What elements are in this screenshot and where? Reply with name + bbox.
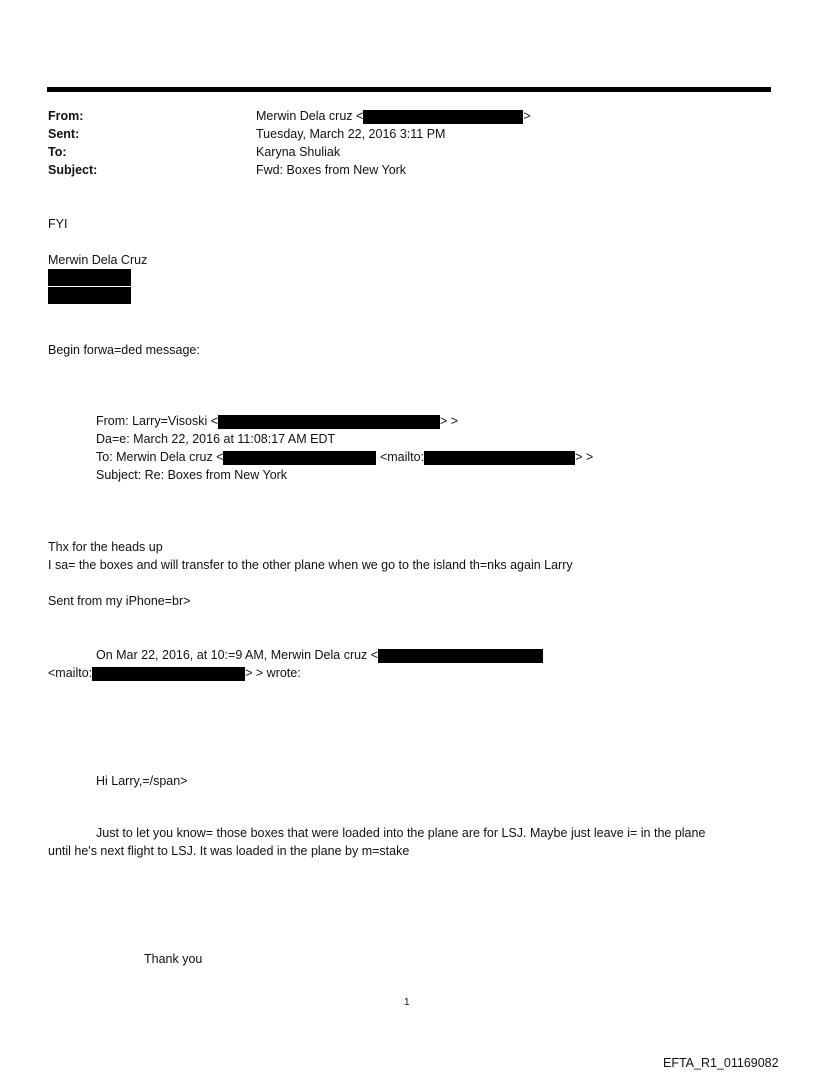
sent-value: Tuesday, March 22, 2016 3:11 PM — [256, 127, 446, 141]
redaction-box — [424, 451, 575, 465]
document-id: EFTA_R1_01169082 — [663, 1056, 779, 1070]
quoted-paragraph-line-1: Just to let you know= those boxes that were loaded into the plane are for LSJ. Maybe just leave i= in the plane — [96, 826, 706, 840]
quoted-mailto-line — [48, 666, 301, 681]
forwarded-to-line — [96, 450, 593, 465]
from-close: > — [523, 109, 531, 123]
quoted-greeting: Hi Larry,=/span> — [96, 774, 188, 788]
forwarded-date-line: Da=e: March 22, 2016 at 11:08:17 AM EDT — [96, 432, 336, 446]
redaction-box — [378, 649, 543, 663]
forwarded-subject-line: Subject: Re: Boxes from New York — [96, 468, 288, 482]
quoted-on-line — [96, 648, 543, 663]
quoted-thanks: Thank you — [144, 952, 203, 966]
quoted-mailto-text: <mailto: — [48, 666, 93, 680]
forwarded-to-text: To: Merwin Dela cruz < — [96, 450, 224, 464]
redaction-box — [363, 110, 523, 124]
forwarded-from-line — [96, 414, 458, 429]
redaction-box — [48, 269, 131, 286]
header-rule — [47, 87, 771, 92]
sent-from-line: Sent from my iPhone=br> — [48, 594, 191, 608]
from-label: From: — [48, 109, 84, 123]
to-value: Karyna Shuliak — [256, 145, 341, 159]
redaction-box — [223, 451, 376, 465]
subject-value: Fwd: Boxes from New York — [256, 163, 407, 177]
redaction-box — [218, 415, 440, 429]
page-number: 1 — [404, 997, 410, 1008]
reply-line-2: I sa= the boxes and will transfer to the other plane when we go to the island th=nks again Larry — [48, 558, 573, 572]
from-value — [256, 109, 531, 124]
forwarded-from-close: > > — [440, 414, 459, 428]
begin-forwarded-text: Begin forwa=ded message: — [48, 343, 200, 357]
to-label: To: — [48, 145, 67, 159]
quoted-wrote-text: > > wrote: — [245, 666, 301, 680]
redaction-box — [92, 667, 245, 681]
quoted-paragraph-line-2: until he's next flight to LSJ. It was loaded in the plane by m=stake — [48, 844, 410, 858]
reply-line-1: Thx for the heads up — [48, 540, 163, 554]
signature-name: Merwin Dela Cruz — [48, 253, 148, 267]
forwarded-to-close: > > — [575, 450, 594, 464]
forwarded-from-text: From: Larry=Visoski < — [96, 414, 219, 428]
fyi-text: FYI — [48, 217, 68, 231]
redaction-box — [48, 287, 131, 304]
from-name: Merwin Dela cruz < — [256, 109, 364, 123]
subject-label: Subject: — [48, 163, 98, 177]
sent-label: Sent: — [48, 127, 80, 141]
quoted-on-text: On Mar 22, 2016, at 10:=9 AM, Merwin Dela cruz < — [96, 648, 379, 662]
forwarded-to-mailto: <mailto: — [379, 450, 425, 464]
